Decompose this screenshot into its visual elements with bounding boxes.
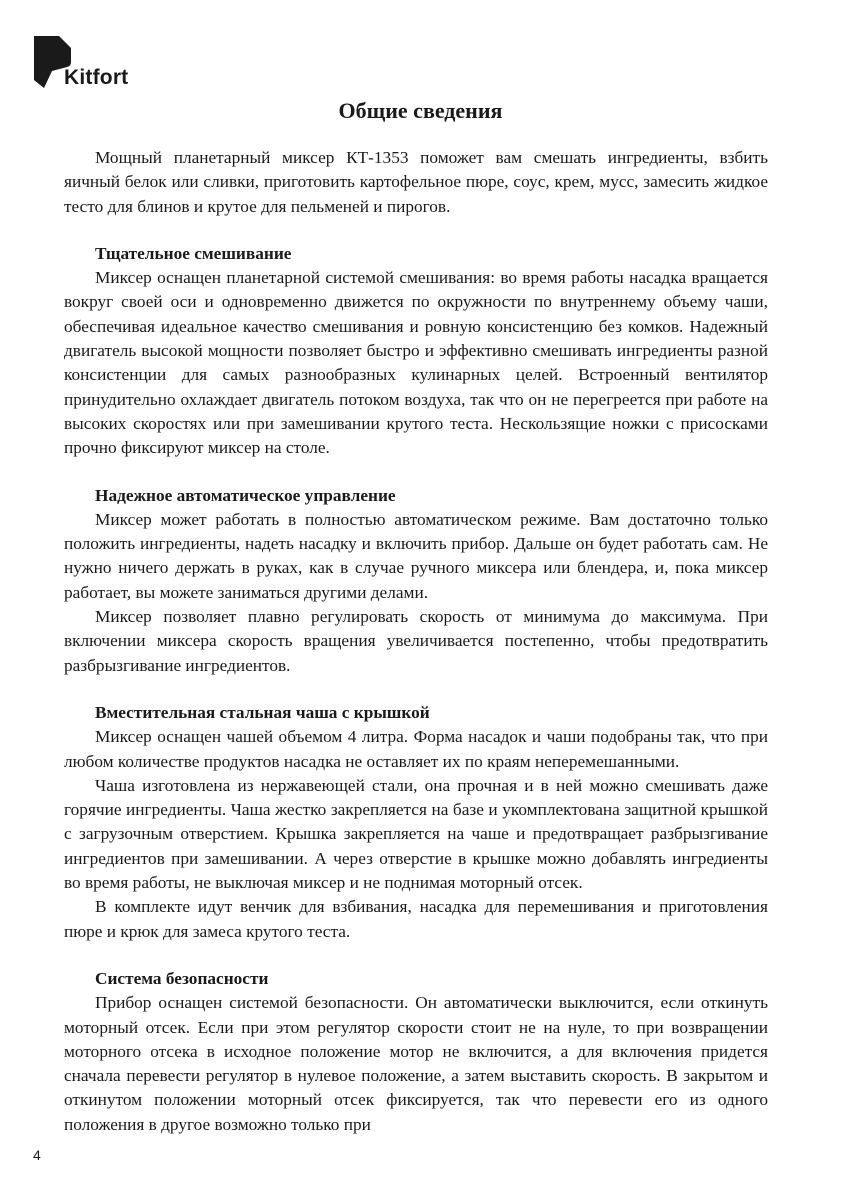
section-paragraph: Прибор оснащен системой безопасности. Он автоматически выключится, если откинуть моторный отсек. Если при этом регулятор скорости стоит не на нуле, то при возвращении моторного отсека в исходное положение мотор не включится, а для включения придется сначала перевести регулятор в нулевое положение, а затем выставить скорость. В закрытом и откинутом положении моторный отсек фиксируется, так что перевести его из одного положения в другое возможно только при: [64, 993, 768, 1134]
section-heading: Система безопасности: [95, 968, 269, 988]
section-paragraph: Миксер оснащен чашей объемом 4 литра. Форма насадок и чаши подобраны так, что при любом количестве продуктов насадка не оставляет их по краям неперемешанными.: [64, 727, 768, 771]
section-paragraph: Миксер может работать в полностью автоматическом режиме. Вам достаточно только положить ингредиенты, надеть насадку и включить прибор. Дальше он будет работать сам. Не нужно ничего держать в руках, как в случае ручного миксера или блендера, и, пока миксер работает, вы можете заниматься другими делами.: [64, 509, 768, 602]
section-gap: [64, 219, 768, 242]
section-paragraph: В комплекте идут венчик для взбивания, насадка для перемешивания и приготовления пюре и крюк для замеса крутого теста.: [64, 897, 768, 941]
section-heading: Надежное автоматическое управление: [95, 485, 396, 505]
section-paragraph: Миксер оснащен планетарной системой смешивания: во время работы насадка вращается вокруг своей оси и одновременно движется по окружности по внутреннему объему чаши, обеспечивая идеальное качество смешивания и ровную консистенцию без комков. Надежный двигатель высокой мощности позволяет быстро и эффективно смешивать ингредиенты разной консистенции для самых разнообразных кулинарных целей. Встроенный вентилятор принудительно охлаждает двигатель потоком воздуха, так что он не перегреется при работе на высоких скоростях или при замешивании крутого теста. Нескользящие ножки с присосками прочно фиксируют миксер на столе.: [64, 268, 768, 458]
kitfort-logo: [34, 36, 154, 92]
brand-name: Kitfort: [64, 66, 129, 89]
section-heading: Тщательное смешивание: [95, 243, 292, 263]
section-paragraph: Чаша изготовлена из нержавеющей стали, она прочная и в ней можно смешивать даже горячие ингредиенты. Чаша жестко закрепляется на базе и укомплектована защитной крышкой с загрузочным отверстием. Крышка закрепляется на чаше и предотвращает разбрызгивание ингредиентов при замешивании. А через отверстие в крышке можно добавлять ингредиенты во время работы, не выключая миксер и не поднимая моторный отсек.: [64, 775, 768, 893]
section-heading: Вместительная стальная чаша с крышкой: [95, 702, 430, 722]
section-gap: [64, 678, 768, 701]
page-number: 4: [33, 1147, 41, 1163]
document-body: [64, 146, 768, 1137]
page-title: Общие сведения: [338, 98, 503, 123]
section-paragraph: Миксер позволяет плавно регулировать скорость от минимума до максимума. При включении миксера скорость вращения увеличивается постепенно, чтобы предотвратить разбрызгивание ингредиентов.: [64, 607, 768, 675]
section-gap: [64, 944, 768, 967]
intro-paragraph: Мощный планетарный миксер КТ-1353 поможет вам смешать ингредиенты, взбить яичный белок или сливки, приготовить картофельное пюре, соус, крем, мусс, замесить жидкое тесто для блинов и крутое для пельменей и пирогов.: [64, 148, 768, 216]
section-gap: [64, 461, 768, 484]
